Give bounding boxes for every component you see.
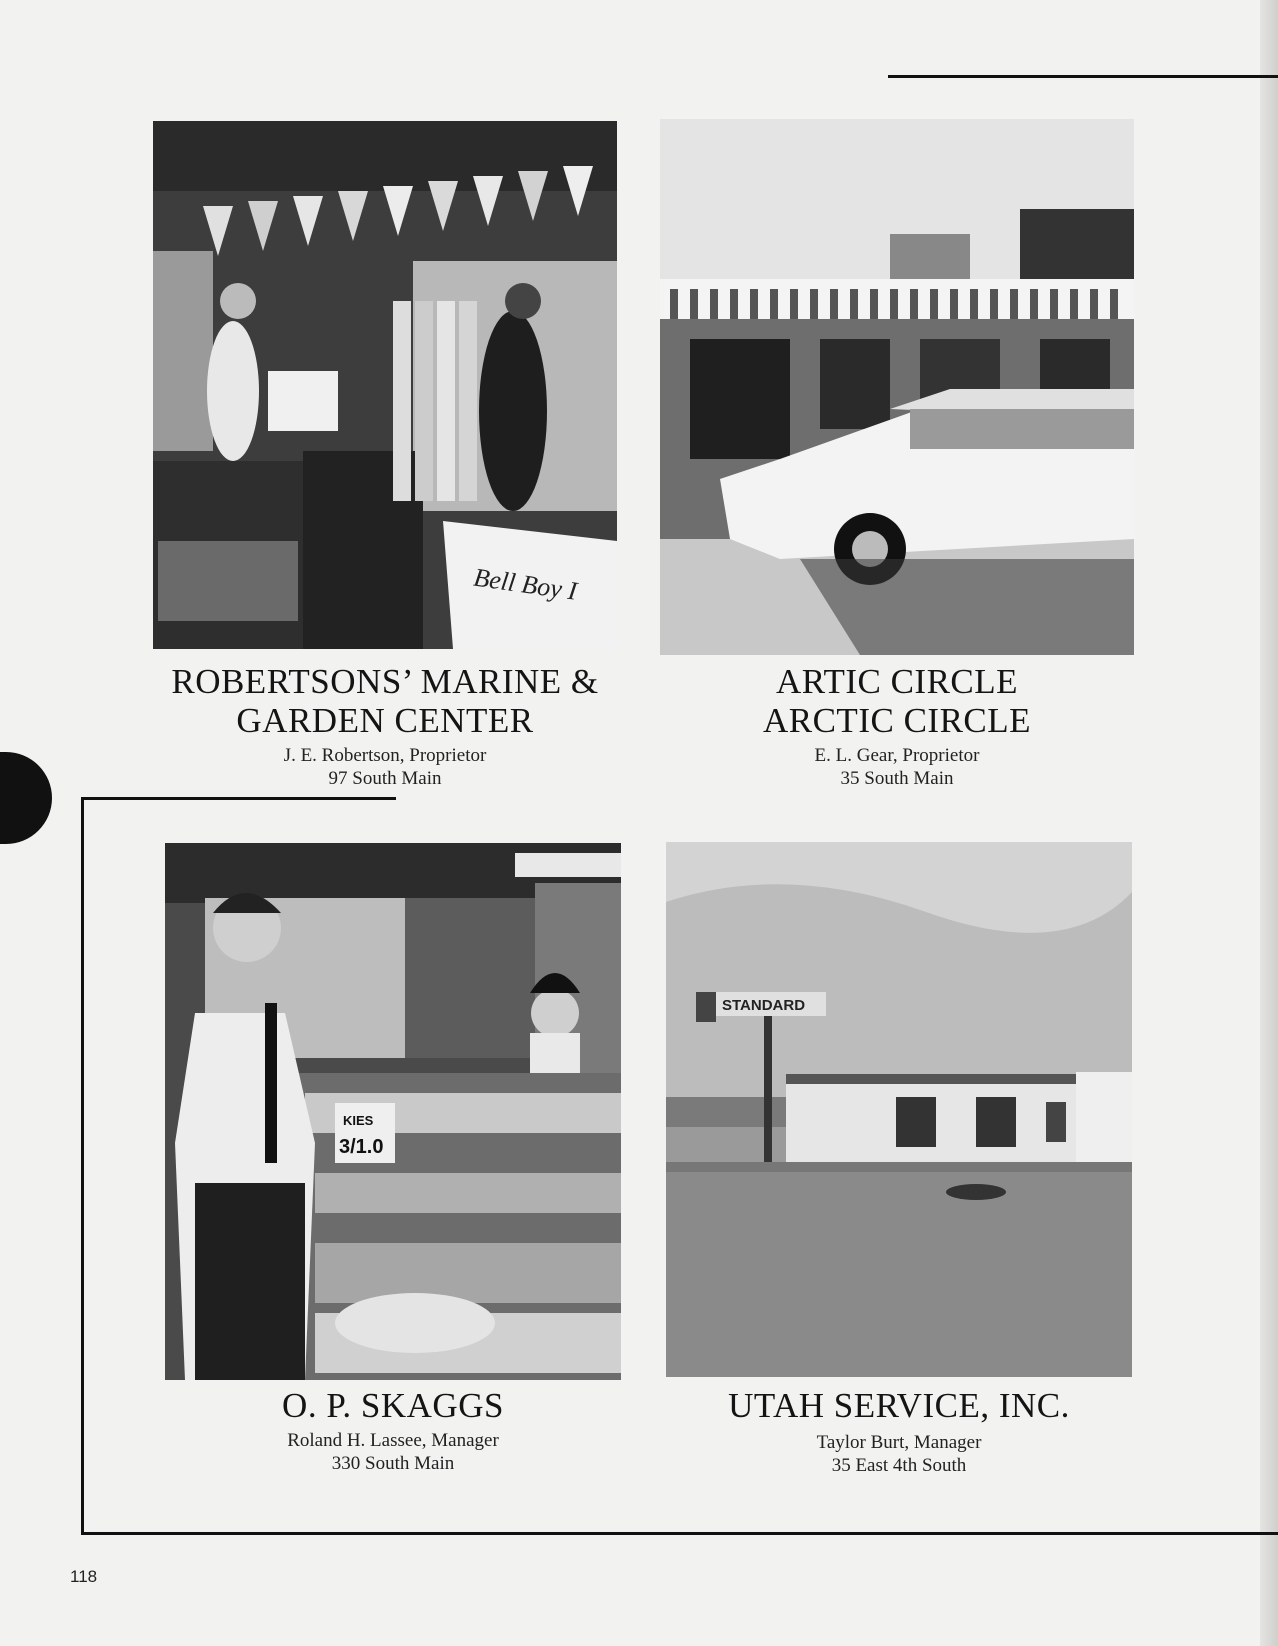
frame-left-rule [81, 797, 84, 1534]
business-address: 97 South Main [328, 768, 442, 789]
frame-bottom-rule [81, 1532, 1278, 1535]
business-name-line-1: ROBERTSONS’ MARINE & [171, 662, 599, 701]
business-manager: Taylor Burt, Manager [816, 1432, 982, 1453]
business-address: 35 East 4th South [831, 1455, 967, 1476]
listing-utah-service [666, 1386, 1132, 1477]
arctic-circle-photo [660, 119, 1134, 655]
business-name-line-1: ARTIC CIRCLE [775, 662, 1019, 701]
robertsons-store-photo [153, 121, 617, 649]
price-sign-top-text: KIES [343, 1113, 374, 1128]
business-proprietor: E. L. Gear, Proprietor [814, 745, 980, 766]
bell-boy-sign-text: Bell Boy I [471, 562, 579, 606]
utah-service-photo [666, 842, 1132, 1377]
listing-skaggs [165, 1386, 621, 1475]
business-address: 330 South Main [331, 1453, 455, 1474]
binder-clip-shadow [0, 752, 52, 844]
business-manager: Roland H. Lassee, Manager [287, 1430, 499, 1451]
business-name-line-2: ARCTIC CIRCLE [762, 701, 1032, 740]
skaggs-bakery-photo [165, 843, 621, 1380]
listing-arctic-circle [660, 662, 1134, 790]
business-name: O. P. SKAGGS [282, 1386, 504, 1425]
top-right-rule [888, 75, 1278, 78]
listing-robertsons [140, 662, 630, 790]
price-sign-price-text: 3/1.0 [339, 1136, 384, 1158]
business-name: UTAH SERVICE, INC. [728, 1386, 1070, 1425]
business-proprietor: J. E. Robertson, Proprietor [283, 745, 487, 766]
page-number: 118 [70, 1567, 98, 1586]
standard-sign-text: STANDARD [722, 997, 806, 1014]
business-name-line-2: GARDEN CENTER [236, 701, 534, 740]
page-edge [1260, 0, 1278, 1646]
business-address: 35 South Main [840, 768, 954, 789]
frame-top-rule [81, 797, 396, 800]
